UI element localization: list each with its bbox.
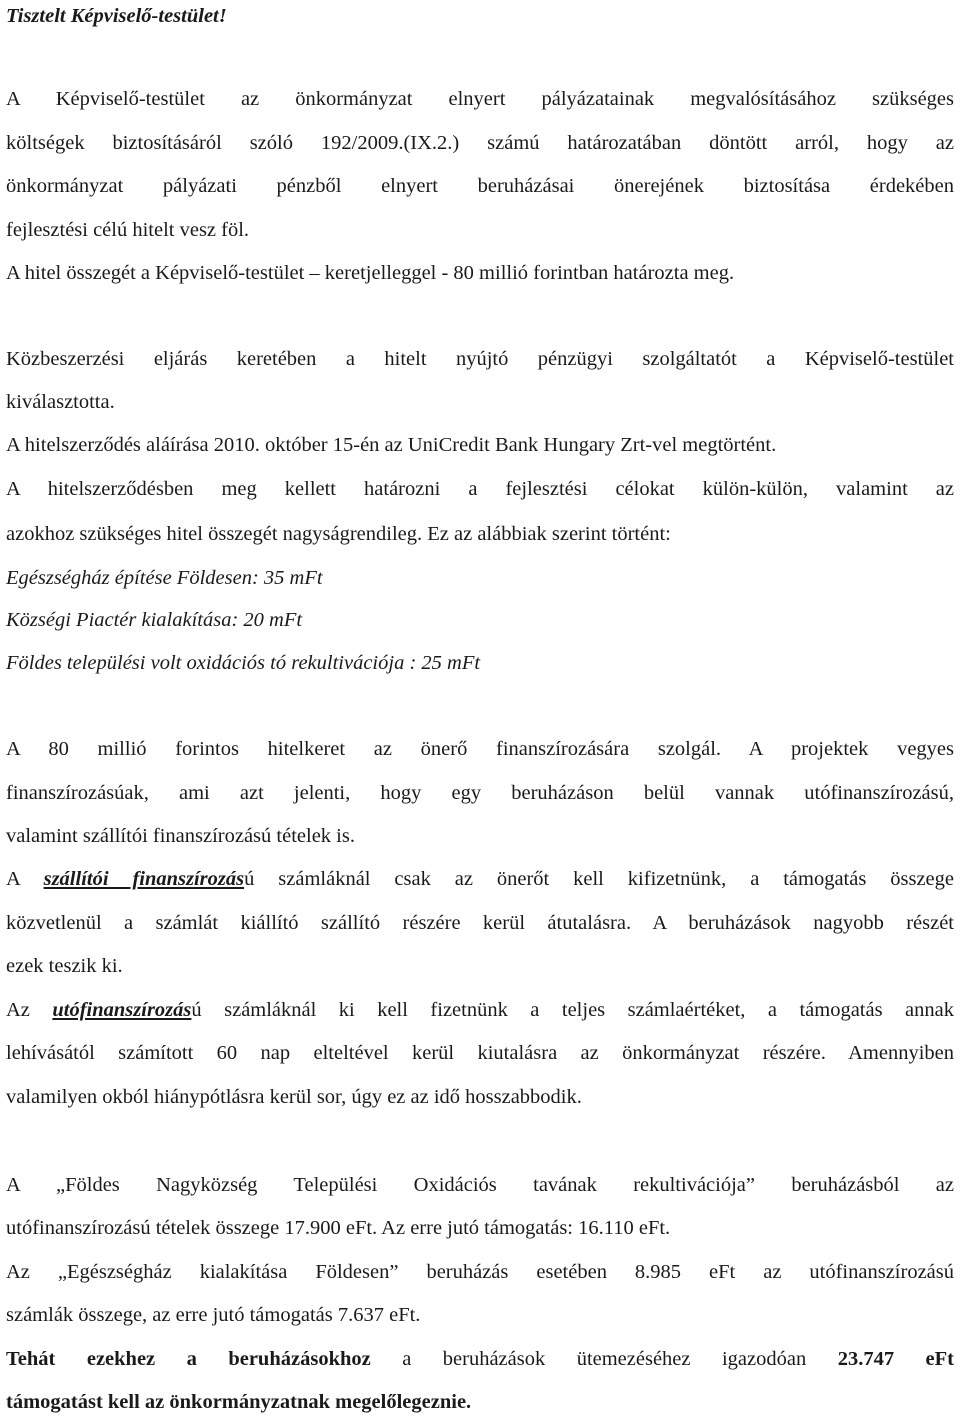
paragraph-line [6, 997, 954, 1023]
paragraph-line: A „Földes Nagyközség Települési Oxidációs tavának rekultivációja” beruházásból az [6, 1174, 954, 1196]
bold-amount: 23.747 eFt [837, 1348, 954, 1370]
paragraph-line: A hitel összegét a Képviselő-testület – keretjelleggel - 80 millió forintban határozta meg. [6, 262, 735, 284]
emphasized-term: szállítói finanszírozás [43, 868, 245, 890]
paragraph-line: önkormányzat pályázati pénzből elnyert beruházásai önerejének biztosítása érdekében [6, 175, 954, 197]
list-item: Községi Piactér kialakítása: 20 mFt [6, 609, 303, 631]
paragraph-line: finanszírozásúak, ami azt jelenti, hogy egy beruházáson belül vannak utófinanszírozású, [6, 782, 954, 804]
text-run: a beruházások ütemezéséhez igazodóan [370, 1348, 838, 1370]
paragraph-line: valamilyen okból hiánypótlásra kerül sor, úgy ez az idő hosszabbodik. [6, 1086, 582, 1108]
paragraph-line: valamint szállítói finanszírozású tételek is. [6, 825, 355, 847]
paragraph-line: támogatást kell az önkormányzatnak megelőlegeznie. [6, 1391, 472, 1413]
paragraph-line: A 80 millió forintos hitelkeret az önerő finanszírozására szolgál. A projektek vegyes [6, 738, 954, 760]
paragraph-line: A hitelszerződés aláírása 2010. október 15-én az UniCredit Bank Hungary Zrt-vel megtörtént. [6, 434, 777, 456]
paragraph-line: lehívásától számított 60 nap elteltével kerül kiutalásra az önkormányzat részére. Amennyiben [6, 1042, 954, 1064]
paragraph-line [6, 866, 954, 892]
paragraph-line: A Képviselő-testület az önkormányzat elnyert pályázatainak megvalósításához szükséges [6, 88, 954, 110]
salutation: Tisztelt Képviselő-testület! [6, 5, 227, 27]
paragraph-line: Az „Egészségház kialakítása Földesen” beruházás esetében 8.985 eFt az utófinanszírozású [6, 1261, 954, 1283]
list-item: Földes települési volt oxidációs tó rekultivációja : 25 mFt [6, 652, 481, 674]
text-run: ú számláknál ki kell fizetnünk a teljes számlaértéket, a támogatás annak [191, 999, 954, 1021]
paragraph-line: Közbeszerzési eljárás keretében a hitelt nyújtó pénzügyi szolgáltatót a Képviselő-testület [6, 348, 954, 370]
paragraph-line: számlák összege, az erre jutó támogatás 7.637 eFt. [6, 1304, 421, 1326]
paragraph-line: azokhoz szükséges hitel összegét nagyságrendileg. Ez az alábbiak szerint történt: [6, 523, 671, 545]
text-run: A [6, 868, 44, 890]
list-item: Egészségház építése Földesen: 35 mFt [6, 567, 323, 589]
bold-text: Tehát ezekhez a beruházásokhoz [6, 1348, 371, 1370]
paragraph-line: fejlesztési célú hitelt vesz föl. [6, 219, 250, 241]
paragraph-line: A hitelszerződésben meg kellett határozni a fejlesztési célokat külön-külön, valamint az [6, 478, 954, 500]
text-run: ú számláknál csak az önerőt kell kifizetnünk, a támogatás összege [244, 868, 954, 890]
paragraph-line: költségek biztosításáról szóló 192/2009.(IX.2.) számú határozatában döntött arról, hogy az [6, 132, 954, 154]
paragraph-line: ezek teszik ki. [6, 955, 123, 977]
paragraph-line: kiválasztotta. [6, 391, 115, 413]
paragraph-line [6, 1346, 954, 1372]
paragraph-line: közvetlenül a számlát kiállító szállító részére kerül átutalásra. A beruházások nagyobb részét [6, 912, 954, 934]
emphasized-term: utófinanszírozás [52, 999, 192, 1021]
text-run: Az [6, 999, 53, 1021]
paragraph-line: utófinanszírozású tételek összege 17.900 eFt. Az erre jutó támogatás: 16.110 eFt. [6, 1217, 671, 1239]
